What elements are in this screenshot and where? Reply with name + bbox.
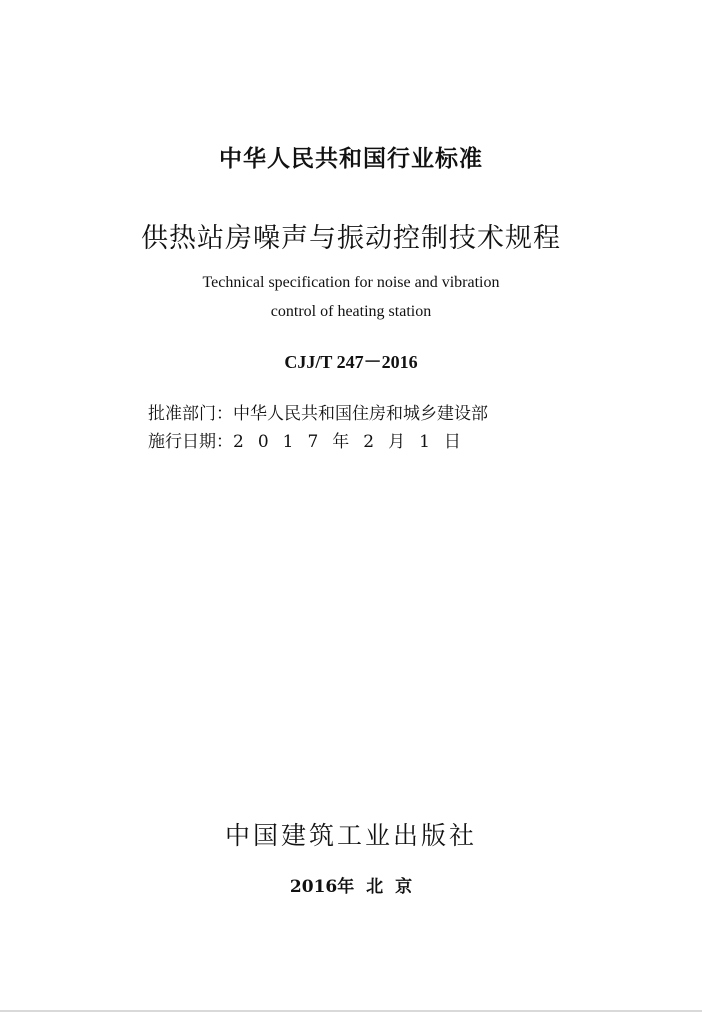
title-chinese: 供热站房噪声与振动控制技术规程	[141, 223, 561, 254]
effective-date	[148, 427, 475, 452]
publisher-name: 中国建筑工业出版社	[224, 821, 477, 850]
approval-value: 中华人民共和国住房和城乡建设部	[233, 404, 488, 424]
publication-year-place: 2016年 北 京	[289, 877, 413, 897]
approval-label: 批准部门：	[148, 404, 233, 424]
title-english-line2: control of heating station	[270, 303, 432, 320]
approval-department	[148, 399, 488, 424]
standard-code: CJJ/T 247－2016	[284, 352, 418, 372]
effective-value: 2017年2月1日	[233, 432, 475, 452]
effective-label: 施行日期：	[148, 432, 233, 452]
standard-category: 中华人民共和国行业标准	[219, 146, 483, 172]
bottom-edge-line	[0, 1010, 702, 1012]
title-english-line1: Technical specification for noise and vibration	[202, 274, 500, 291]
